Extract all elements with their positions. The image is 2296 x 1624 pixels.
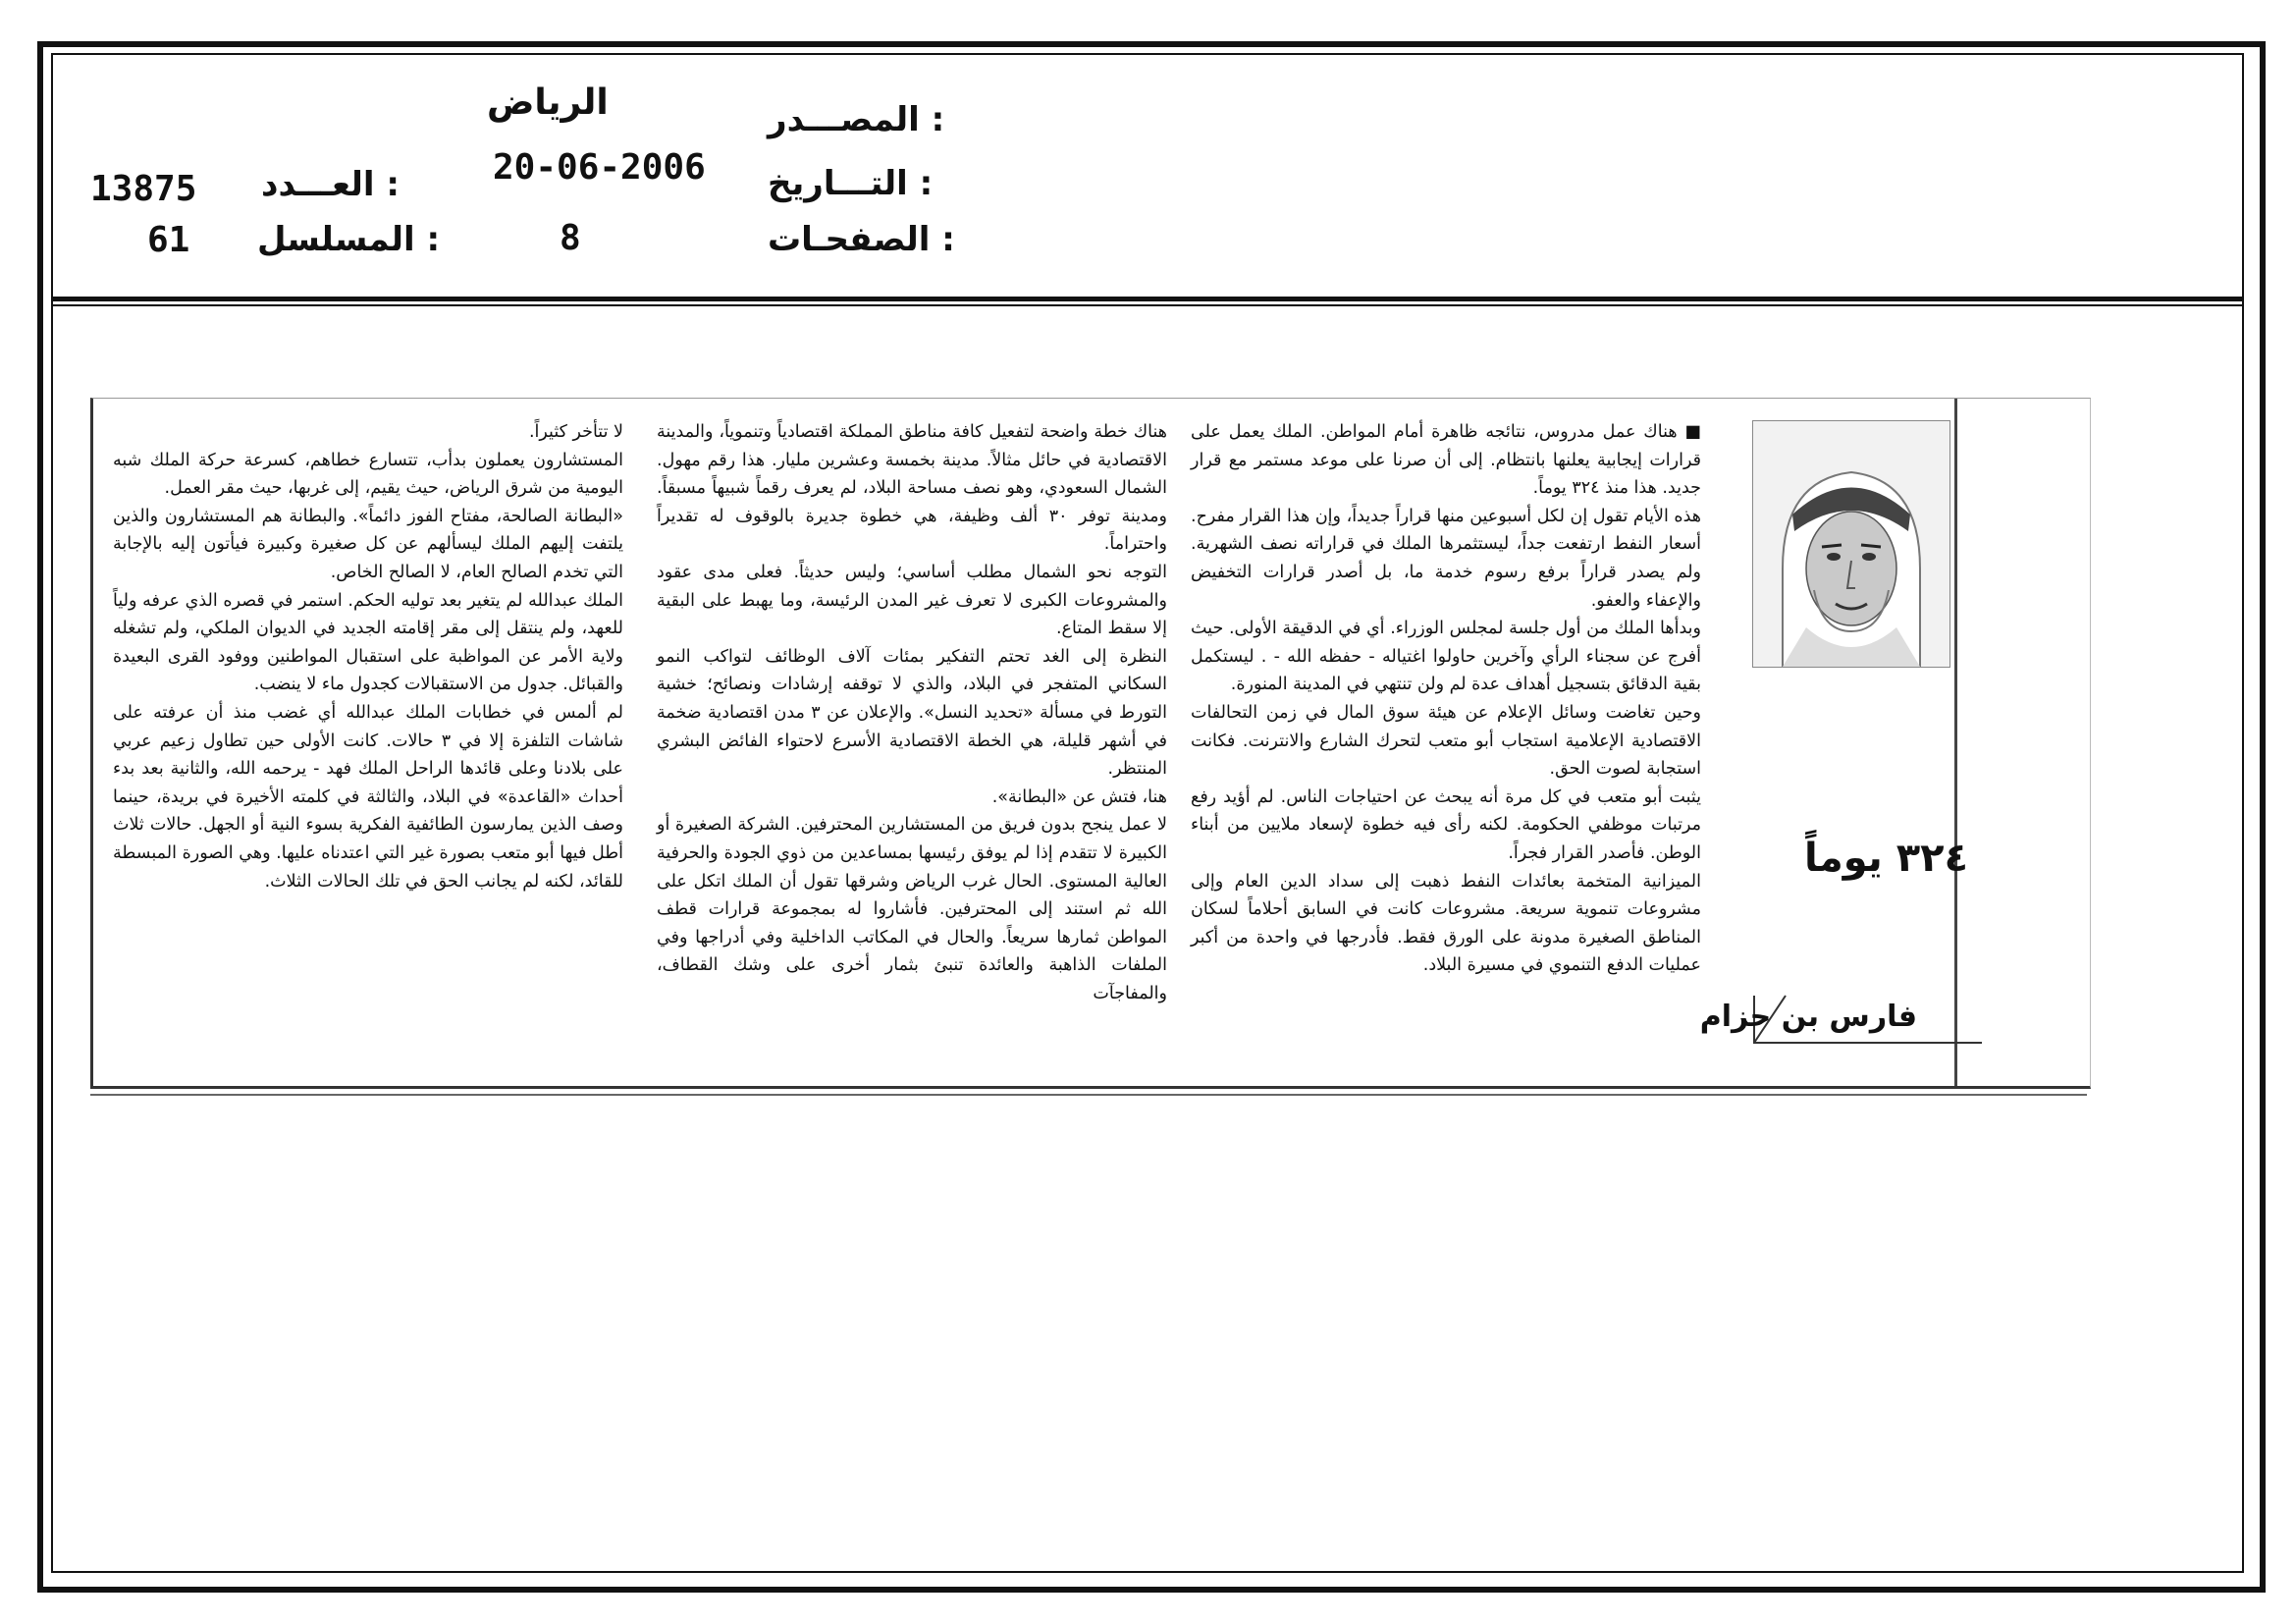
source-value: الرياض [487,82,609,123]
serial-value: 61 [147,220,190,260]
paragraph: وحين تغاضت وسائل الإعلام عن هيئة سوق المال في زمن التحالفات الاقتصادية الإعلامية استجاب أبو متعب لتحرك الشارع والانترنت. فكانت استجابة لصوت الحق. [1191,702,1701,780]
paragraph: هنا، فتش عن «البطانة». [991,786,1167,807]
paragraph: هذه الأيام تقول إن لكل أسبوعين منها قراراً جديداً، وإن هذا القرار مفرح. أسعار النفط ارتفعت جداً، ليستثمرها الملك في قراراته نصف الشهرية. ولم يصدر قراراً برفع رسوم خدمة ما، بل أصدر قرارات التخفيض والإعفاء والعفو. [1191,506,1701,611]
pages-value: 8 [560,218,581,258]
serial-label: المسلسل : [257,220,441,259]
paragraph: التوجه نحو الشمال مطلب أساسي؛ وليس حديثاً. فعلى مدى عقود والمشروعات الكبرى لا تعرف غير المدن الرئيسة، وما يهبط على البقية إلا سقط المتاع. [657,562,1167,639]
paragraph: ■ هناك عمل مدروس، نتائجه ظاهرة أمام المواطن. الملك يعمل على قرارات إيجابية يعلنها بانتظام. إلى أن صرنا على موعد مستمر مع قرار جديد. هذا منذ ٣٢٤ يوماً. [1191,422,1701,499]
article-clipping [90,398,2091,1089]
article-title: ٣٢٤ يوماً [1803,836,1968,881]
paragraph: هناك خطة واضحة لتفعيل كافة مناطق المملكة اقتصادياً وتنموياً، والمدينة الاقتصادية في حائل مثالاً. مدينة بخمسة وعشرين مليار. هذا رقم مهول. الشمال السعودي، وهو نصف مساحة البلاد، لم يعرف رقماً شبيهاً مسبقاً. ومدينة توفر ٣٠ ألف وظيفة، هي خطوة جديرة بالوقوف له تقديراً واحتراماً. [657,422,1167,555]
author-box [1699,988,1986,1047]
source-label: المصـــدر : [768,100,945,139]
header-rule [51,304,2244,306]
paragraph: لم ألمس في خطابات الملك عبدالله أي غضب منذ أن عرفته على شاشات التلفزة إلا في ٣ حالات. كانت الأولى حين تطاول زعيم عربي على بلادنا وعلى قائدها الراحل الملك فهد - يرحمه الله، والثانية بعد بدء أحداث «القاعدة» في البلاد، والثالثة في كلمته الأخيرة في بريدة، حينما وصف الذين يمارسون الطائفية الفكرية بسوء النية أو الجهل. حالات ثلاث أطل فيها أبو متعب بصورة غير التي اعتدناه عليها. وهي الصورة المبسطة للقائد، لكنه لم يجانب الحق في تلك الحالات الثلاث. [113,702,623,892]
paragraph: النظرة إلى الغد تحتم التفكير بمئات آلاف الوظائف لتواكب النمو السكاني المتفجر في البلاد، والذي لا توقفه إرشادات ونصائح؛ خشية التورط في مسألة «تحديد النسل». والإعلان عن ٣ مدن اقتصادية ضخمة في أشهر قليلة، هي الخطة الاقتصادية الأسرع لاحتواء الفائض البشري المنتظر. [657,646,1167,780]
paragraph: لا عمل ينجح بدون فريق من المستشارين المحترفين. الشركة الصغيرة أو الكبيرة لا تتقدم إذا لم يوفق رئيسها بمساعدين من ذوي الجودة والحرفية العالية المستوى. الحال غرب الرياض وشرقها تقول أن الملك اتكل على الله ثم استند إلى المحترفين. فأشاروا له بمجموعة قرارات قطف المواطن ثمارها سريعاً. والحال في المكاتب الداخلية وفي أدراجها وفي الملفات الذاهبة والعائدة تنبئ بثمار أخرى على وشك القطاف، والمفاجآت [657,815,1167,1003]
paragraph: وبدأها الملك من أول جلسة لمجلس الوزراء. أي في الدقيقة الأولى. حيث أفرج عن سجناء الرأي وآخرين حاولوا اغتياله - حفظه الله - . ليستكمل بقية الدقائق بتسجيل أهداف عدة لم ولن تنتهي في المدينة المنورة. [1191,619,1701,695]
author-portrait-image [1753,421,1949,667]
author-photo [1752,420,1950,668]
issue-label: العـــدد : [261,165,400,204]
article-column-1 [1191,418,1701,980]
author-name: فارس بن حزام [1699,1000,1917,1034]
date-value: 20-06-2006 [493,147,706,188]
paragraph: يثبت أبو متعب في كل مرة أنه يبحث عن احتياجات الناس. لم أؤيد رفع مرتبات موظفي الحكومة. لكنه رأى فيه خطوة لإسعاد ملايين من أبناء الوطن. فأصدر القرار فجراً. [1191,786,1701,863]
pages-label: الصفحـات : [768,220,955,259]
issue-value: 13875 [90,169,197,209]
article-column-2 [657,418,1167,1007]
article-column-3 [113,418,623,895]
paragraph: الميزانية المتخمة بعائدات النفط ذهبت إلى سداد الدين العام وإلى مشروعات تنموية سريعة. مشروعات كانت في السابق أحلاماً لسكان المناطق الصغيرة مدونة على الورق فقط. فأدرجها في واحدة من أكبر عمليات الدفع التنموي في مسيرة البلاد. [1191,871,1701,976]
paragraph: الملك عبدالله لم يتغير بعد توليه الحكم. استمر في قصره الذي عرفه ولياً للعهد، ولم ينتقل إلى مقر إقامته الجديد في الديوان الملكي، ولم تشغله ولاية الأمر عن المواظبة على استقبال المواطنين ووفود القرى البعيدة والقبائل. جدول من الاستقبالات كجدول ماء لا ينضب. [113,590,623,695]
clipping-bottom-rule [90,1094,2087,1096]
paragraph: المستشارون يعملون بدأب، تتسارع خطاهم، كسرعة حركة الملك شبه اليومية من شرق الرياض، حيث يقيم، إلى غربها، حيث مقر العمل. [113,450,623,499]
paragraph: لا تتأخر كثيراً. [528,422,623,442]
column-divider [1954,399,1957,1086]
paragraph: «البطانة الصالحة، مفتاح الفوز دائماً». والبطانة هم المستشارون والذين يلتفت إليهم الملك ليسألهم عن كل صغيرة وكبيرة فيأتون إليه بالإجابة التي تخدم الصالح العام، لا الصالح الخاص. [113,506,623,582]
date-label: التـــاريخ : [768,164,934,203]
